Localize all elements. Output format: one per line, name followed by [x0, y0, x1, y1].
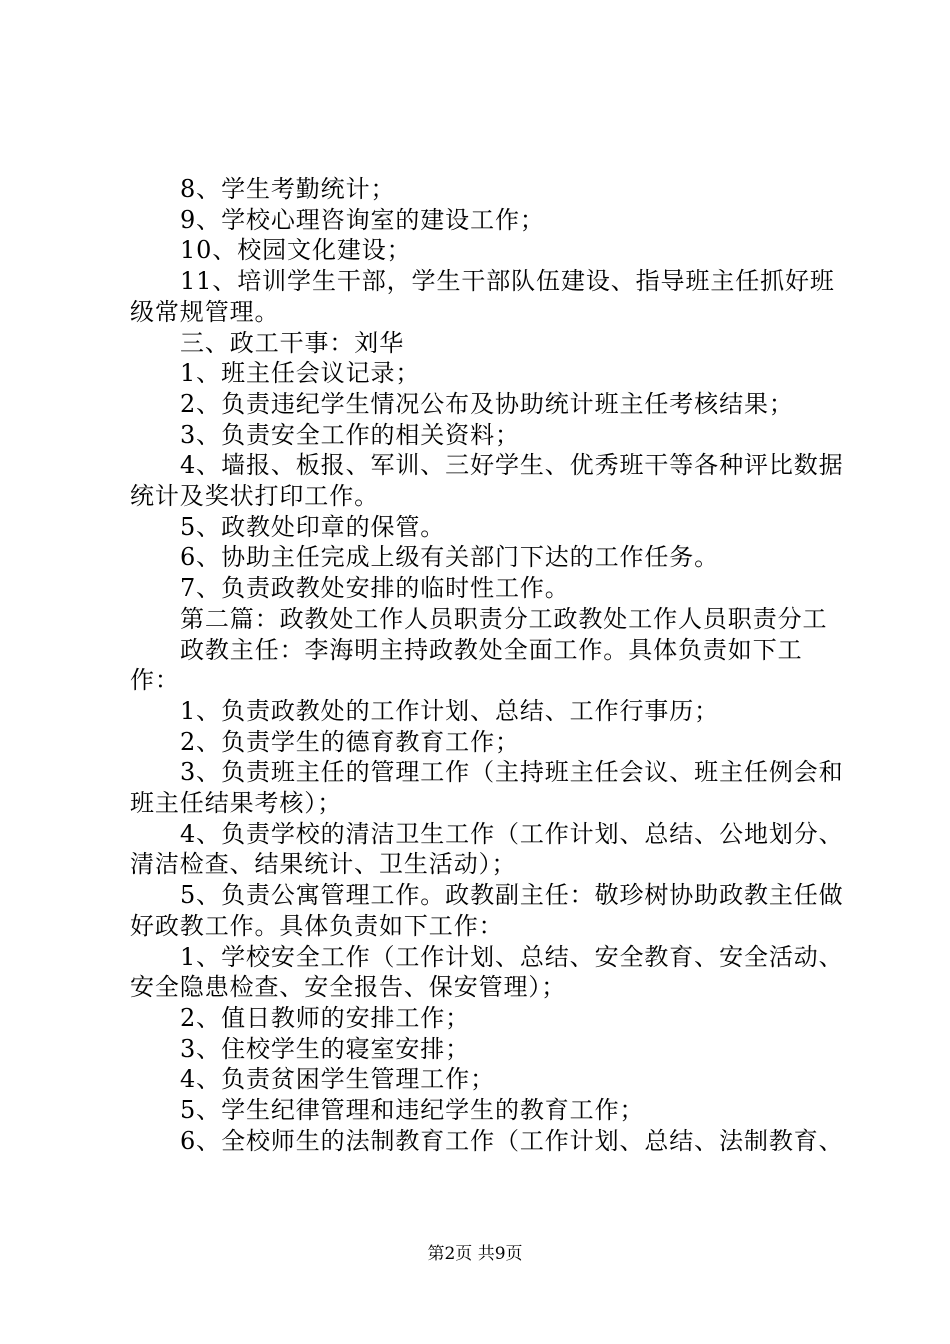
paragraph: 10、校园文化建设；: [180, 236, 412, 265]
paragraph: 5、负责公寓管理工作。政教副主任：敬珍树协助政教主任做好政教工作。具体负责如下工作：: [130, 881, 844, 940]
paragraph: 11、培训学生干部，学生干部队伍建设、指导班主任抓好班级常规管理。: [130, 267, 835, 326]
paragraph: 3、负责班主任的管理工作（主持班主任会议、班主任例会和班主任结果考核）；: [130, 758, 844, 818]
paragraph: 6、全校师生的法制教育工作（工作计划、总结、法制教育、: [180, 1126, 844, 1155]
section-heading: 三、政工干事：刘华: [180, 328, 405, 357]
paragraph: 9、学校心理咨询室的建设工作；: [180, 205, 545, 234]
page-footer: [0, 1243, 950, 1265]
paragraph: 4、负责学校的清洁卫生工作（工作计划、总结、公地划分、清洁检查、结果统计、卫生活动）；: [130, 819, 844, 879]
paragraph: 7、负责政教处安排的临时性工作。: [180, 574, 570, 603]
paragraph: 5、学生纪律管理和违纪学生的教育工作；: [180, 1096, 645, 1125]
paragraph: 2、负责学生的德育教育工作；: [180, 727, 520, 756]
chapter-heading: 第二篇：政教处工作人员职责分工政教处工作人员职责分工: [180, 604, 828, 633]
paragraph: 1、学校安全工作（工作计划、总结、安全教育、安全活动、安全隐患检查、安全报告、保安管理）；: [130, 942, 844, 1002]
document-body: [130, 174, 845, 1157]
paragraph: 4、墙报、板报、军训、三好学生、优秀班干等各种评比数据统计及奖状打印工作。: [130, 451, 844, 511]
paragraph: 6、协助主任完成上级有关部门下达的工作任务。: [180, 543, 720, 572]
paragraph: 8、学生考勤统计；: [180, 175, 396, 203]
paragraph: 政教主任：李海明主持政教处全面工作。具体负责如下工作：: [130, 635, 803, 695]
paragraph: 3、住校学生的寝室安排；: [180, 1034, 471, 1063]
paragraph: 1、负责政教处的工作计划、总结、工作行事历；: [180, 696, 720, 725]
paragraph: 2、值日教师的安排工作；: [180, 1003, 471, 1032]
paragraph: 4、负责贫困学生管理工作；: [180, 1065, 495, 1094]
paragraph: 3、负责安全工作的相关资料；: [180, 420, 520, 449]
paragraph: 1、班主任会议记录；: [180, 359, 421, 388]
page-number-label: 第2页 共9页: [427, 1244, 523, 1264]
paragraph: 2、负责违纪学生情况公布及协助统计班主任考核结果；: [180, 389, 794, 418]
paragraph: 5、政教处印章的保管。: [180, 512, 446, 541]
